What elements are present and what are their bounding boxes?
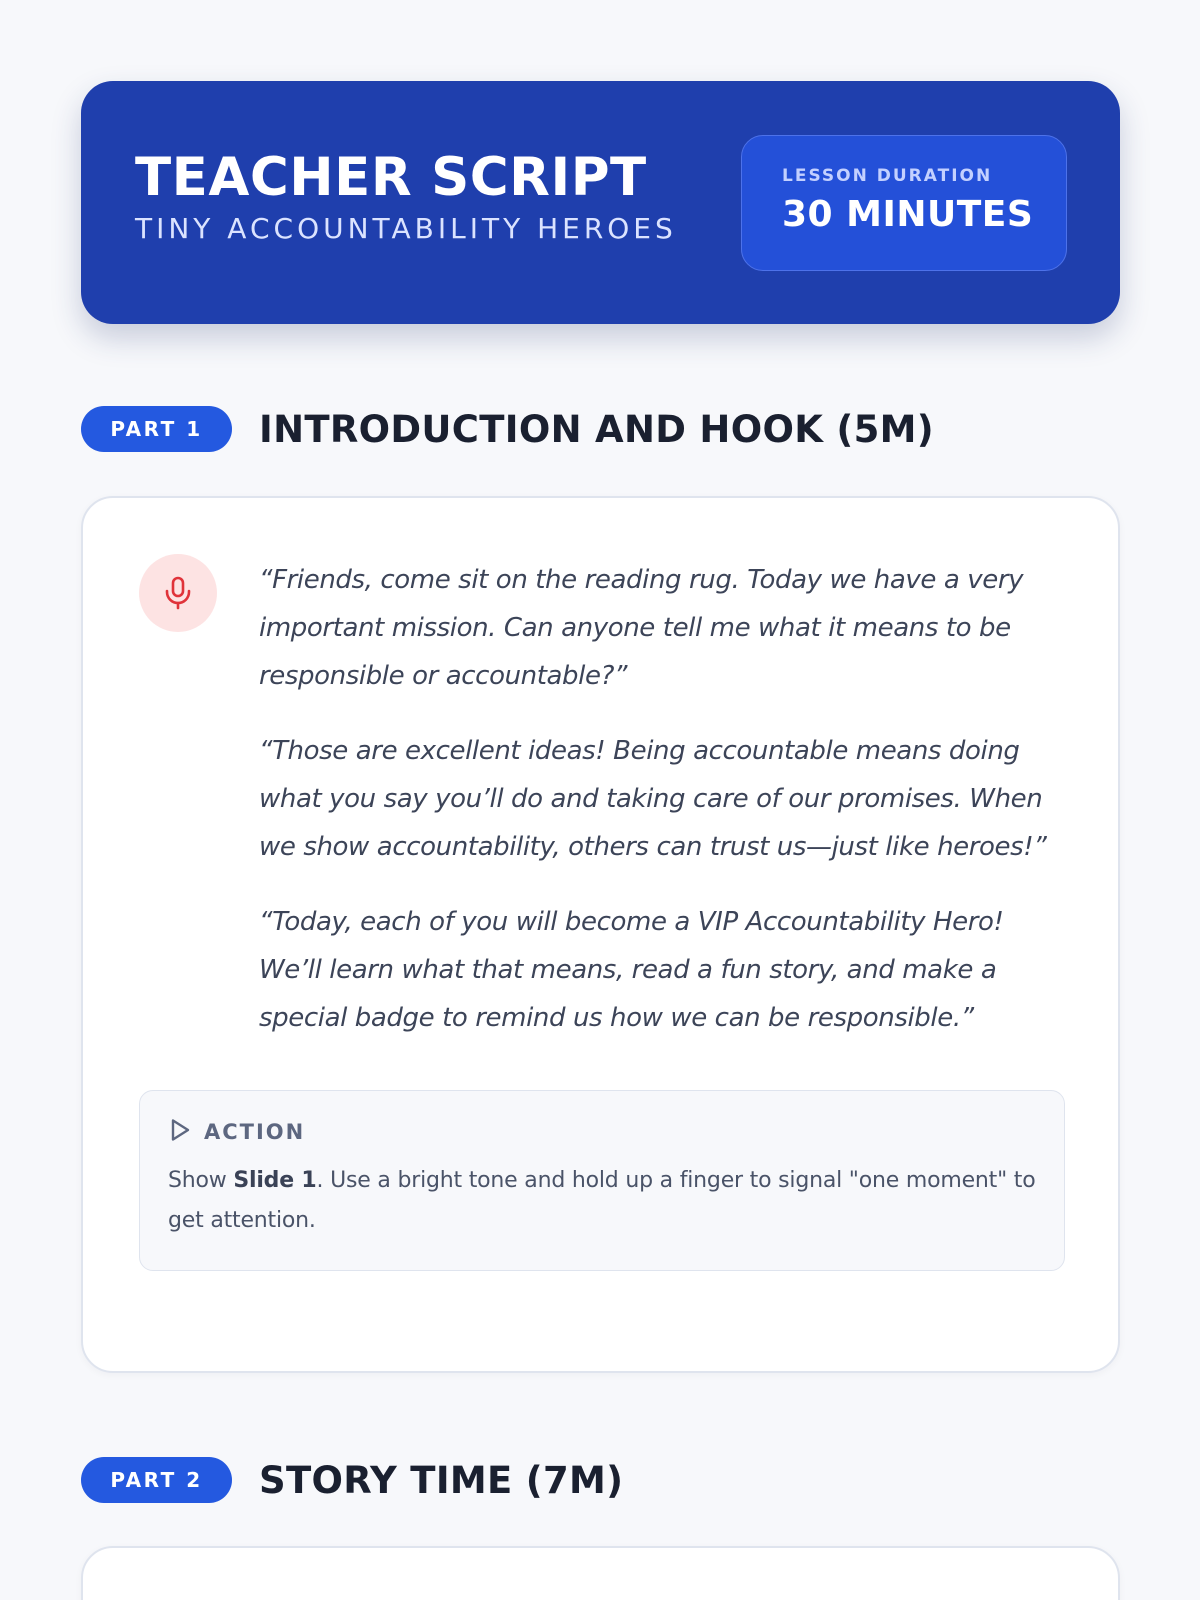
lesson-duration-box <box>741 135 1067 271</box>
action-label: ACTION <box>204 1120 306 1144</box>
duration-label: LESSON DURATION <box>782 165 993 186</box>
play-icon <box>168 1117 192 1147</box>
action-box <box>139 1090 1065 1271</box>
action-heading <box>168 1117 1036 1147</box>
script-quotes <box>259 556 1064 1042</box>
action-text <box>168 1161 1036 1241</box>
section-heading-part-1 <box>81 405 1119 453</box>
header-banner <box>81 81 1120 324</box>
section-heading-part-2 <box>81 1456 1119 1504</box>
action-text-slide: Slide 1 <box>233 1168 317 1193</box>
script-card-part-2 <box>81 1546 1120 1600</box>
part-badge: PART 2 <box>81 1457 232 1503</box>
script-quote: “Friends, come sit on the reading rug. Today we have a very important mission. Can anyone tell me what it means to be responsible or accountable?” <box>259 565 1024 691</box>
script-card-part-1 <box>81 496 1120 1373</box>
lesson-subtitle: TINY ACCOUNTABILITY HEROES <box>135 211 677 245</box>
section-title: INTRODUCTION AND HOOK (5M) <box>259 407 934 451</box>
action-text-rest: . Use a bright tone and hold up a finger to signal "one moment" to get attention. <box>168 1168 1036 1233</box>
part-badge: PART 1 <box>81 406 232 452</box>
microphone-icon <box>139 554 217 632</box>
duration-value: 30 MINUTES <box>782 193 1034 235</box>
banner-titles <box>135 147 677 245</box>
speech-block <box>139 554 1064 1042</box>
action-text-start: Show <box>168 1168 234 1193</box>
section-title: STORY TIME (7M) <box>259 1458 624 1502</box>
script-quote: “Those are excellent ideas! Being accountable means doing what you say you’ll do and taking care of our promises. When we show accountability, others can trust us—just like heroes!” <box>259 736 1047 862</box>
page-title: TEACHER SCRIPT <box>135 147 647 209</box>
script-quote: “Today, each of you will become a VIP Accountability Hero! We’ll learn what that means, read a fun story, and make a special badge to remind us how we can be responsible.” <box>259 907 1004 1033</box>
